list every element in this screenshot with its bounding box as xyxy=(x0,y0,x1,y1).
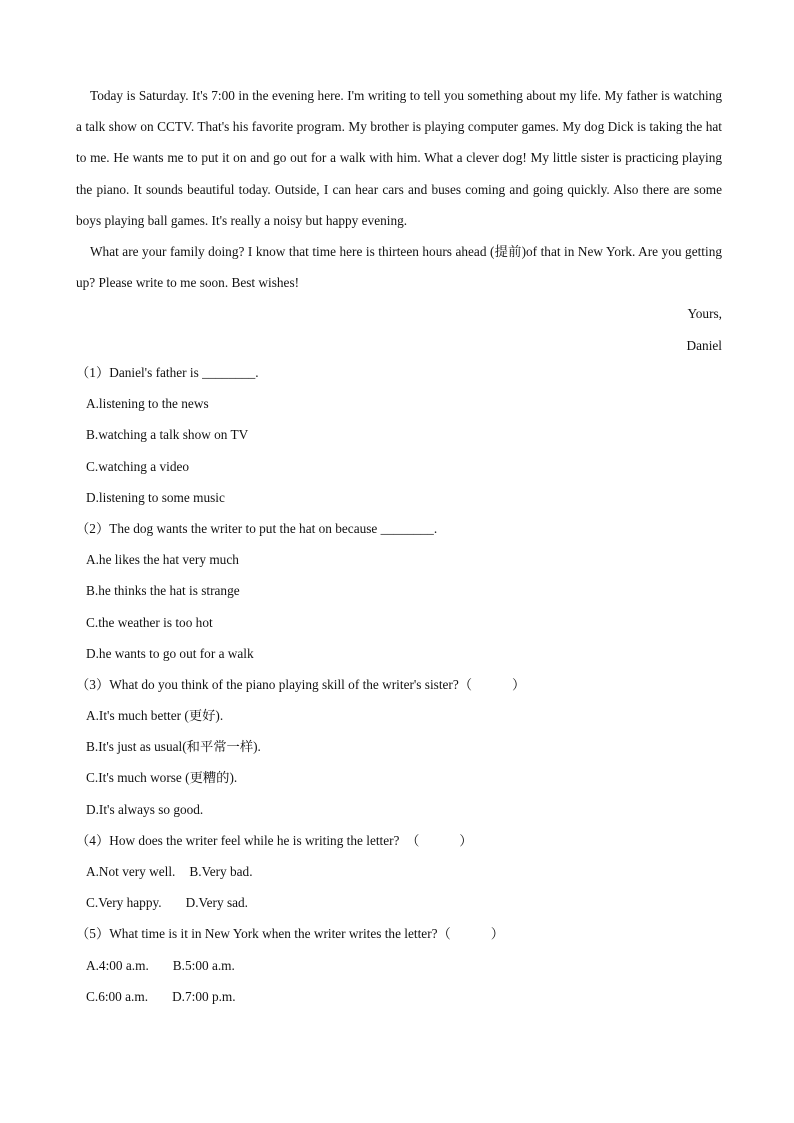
option-a: A.listening to the news xyxy=(86,396,209,412)
option-a: A.Not very well. xyxy=(86,864,176,879)
option-b: B.5:00 a.m. xyxy=(172,957,235,973)
question-stem: （3）What do you think of the piano playing skill of the writer's sister?（ ） xyxy=(76,676,526,692)
option-row xyxy=(76,950,722,981)
option-row xyxy=(76,856,722,887)
option-a: A.4:00 a.m. xyxy=(86,957,149,973)
option-row xyxy=(76,887,722,918)
question-stem: （1）Daniel's father is ________. xyxy=(76,365,259,380)
question-5 xyxy=(76,918,722,1012)
option-d: D.It's always so good. xyxy=(86,801,204,817)
option-d: D.listening to some music xyxy=(86,489,225,505)
option-c: C.It's much worse (更糟的). xyxy=(86,770,238,786)
question-list xyxy=(76,357,722,1012)
option-a: A.It's much better (更好). xyxy=(86,708,224,724)
option-c: C.Very happy. xyxy=(86,895,162,911)
option-c: C.6:00 a.m. xyxy=(86,988,149,1004)
option-c: C.watching a video xyxy=(86,458,190,474)
option-d: D.he wants to go out for a walk xyxy=(86,645,254,661)
option-d: D.7:00 p.m. xyxy=(172,988,236,1004)
option-c: C.the weather is too hot xyxy=(86,614,213,630)
question-stem: （5）What time is it in New York when the writer writes the letter?（ ） xyxy=(76,926,505,942)
option-b: B.watching a talk show on TV xyxy=(86,427,249,443)
reading-passage xyxy=(76,80,722,361)
passage-paragraph-1: Today is Saturday. It's 7:00 in the evening here. I'm writing to tell you something about my life. My father is watching a talk show on CCTV. That's his favorite program. My brother is playing computer games. My dog Dick is taking the hat to me. He wants me to put it on and go out for a walk with him. What a clever dog! My little sister is practicing playing the piano. It sounds beautiful today. Outside, I can hear cars and buses coming and going quickly. Also there are some boys playing ball games. It's really a noisy but happy evening. xyxy=(76,88,722,228)
question-2 xyxy=(76,513,722,669)
option-row xyxy=(76,981,722,1012)
option-b: B.he thinks the hat is strange xyxy=(86,583,240,599)
option-d: D.Very sad. xyxy=(185,895,249,911)
letter-signature: Daniel xyxy=(686,337,722,353)
question-3 xyxy=(76,669,722,825)
question-1 xyxy=(76,357,722,513)
question-4 xyxy=(76,825,722,919)
passage-paragraph-2: What are your family doing? I know that time here is thirteen hours ahead (提前)of that in New York. Are you getting up? Please write to me soon. Best wishes! xyxy=(76,244,722,291)
letter-closing: Yours, xyxy=(687,306,722,322)
question-stem: （4）How does the writer feel while he is writing the letter? （ ） xyxy=(76,832,473,848)
option-b: B.Very bad. xyxy=(189,864,253,879)
option-a: A.he likes the hat very much xyxy=(86,552,239,568)
question-stem: （2）The dog wants the writer to put the hat on because ________. xyxy=(76,520,438,536)
option-b: B.It's just as usual(和平常一样). xyxy=(86,739,261,755)
